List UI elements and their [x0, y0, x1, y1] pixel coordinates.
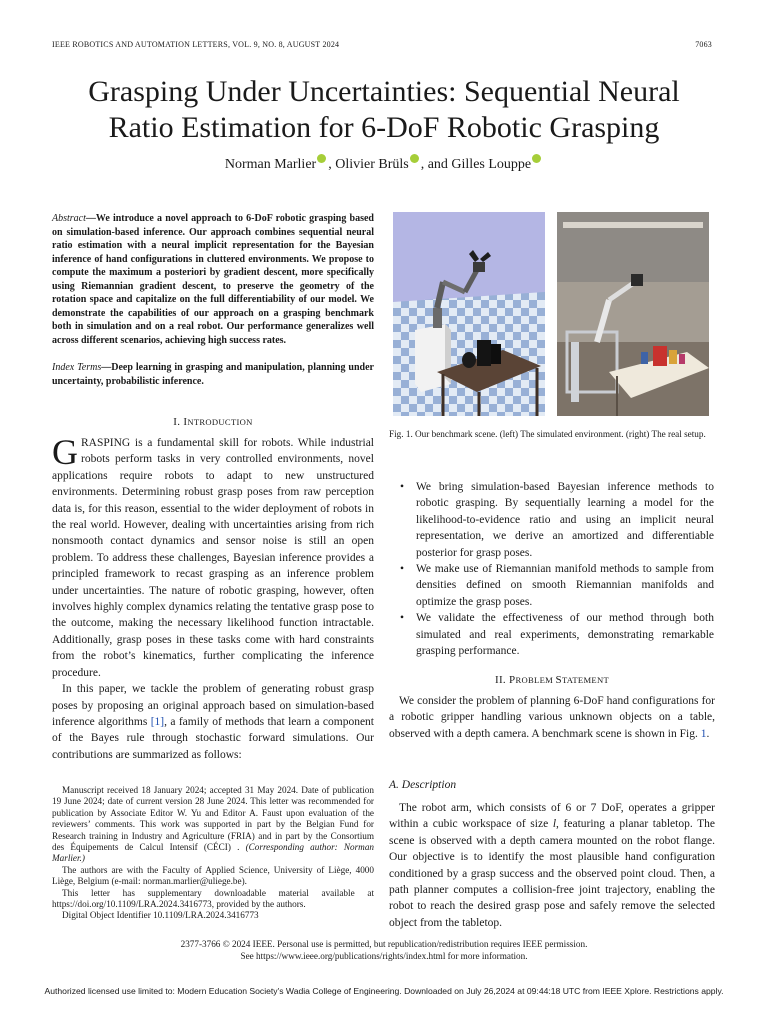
- footnote-text: Manuscript received 18 January 2024; accepted 31 May 2024. Date of publication 19 June 2024; date of current version 28 June 2024. This letter was recommended for publication by Associate Editor W. Yu and Editor A. Faust upon evaluation of the reviewers’ comments. This work was supported in part by the Belgian Fund for Research training in Industry and Agriculture (FRIA) and in part by the Consortium des Équipements de Calcul Intensif (CÉCI) .: [52, 785, 374, 853]
- copyright-line: 2377-3766 © 2024 IEEE. Personal use is permitted, but republication/redistribution requires IEEE permission.: [180, 939, 588, 949]
- figure-real-setup: [557, 212, 709, 416]
- object-black-box: [477, 340, 491, 366]
- problem-paragraph: [389, 693, 715, 742]
- section-title-part: ROBLEM: [515, 675, 556, 685]
- subsection-heading-description: A. Description: [389, 779, 457, 791]
- section-title-initial: I: [183, 416, 188, 428]
- contributions-list: [416, 479, 714, 659]
- drop-cap: G: [52, 432, 78, 472]
- copyright-notice: [0, 938, 768, 962]
- section-number: I.: [173, 416, 184, 428]
- intro-paragraph-1: [52, 432, 374, 681]
- footnote-doi: Digital Object Identifier 10.1109/LRA.2024.3416773: [62, 910, 259, 921]
- intro-paragraph-2: [52, 681, 374, 763]
- figure-reference-link[interactable]: 1: [700, 727, 707, 740]
- description-text: , featuring a planar tabletop. The scene is observed with a depth camera mounted on the robot flange. Our objective is to identify the most plausible hand configuration conditioned by a grasp success and the observed point cloud. Then, a path planner computes a collision-free joint trajectory, enabling the robot to reach the desired grasp pose and safely remove the selected object from the tabletop.: [389, 818, 716, 929]
- citation-link[interactable]: [1]: [150, 715, 165, 728]
- figure-simulated-environment: [393, 212, 545, 416]
- section-title-rest: TATEMENT: [561, 675, 609, 685]
- intro-paragraph-text: is a fundamental skill for robots. While industrial robots perform tasks in very controlled environments, novel applications require robots to adapt to new unstructured environments. Determining robust grasp poses from raw perception data is, for this reason, essential to the wider deployment of robots in the real world. However, dealing with uncertainties arising from rich nonsmooth contact dynamics and sensor noise is still an open problem. To address these challenges, Bayesian inference provides a principled framework to recast grasping as an inference problem under uncertainties. The nature of robotic grasping, however, often involves highly complex dynamics relating the tentative grasp pose to the outcome, making the necessary likelihood function intractable. Additionally, grasp poses in these tasks come with hard constraints from the robot’s kinematics, further complicating the inference procedure.: [52, 437, 374, 679]
- contribution-item: • We validate the effectiveness of our method through both simulated and real experiments, demonstrating remarkable grasping performance.: [416, 610, 714, 659]
- robot-base-joint: [433, 308, 442, 328]
- title-line-1: Grasping Under Uncertainties: Sequential Neural: [88, 75, 680, 108]
- problem-text: We consider the problem of planning 6-DoF hand configurations for a robotic gripper handling various unknown objects on a table, observed with a depth camera. A benchmark scene is shown in Fig.: [389, 695, 715, 740]
- orcid-icon[interactable]: [410, 154, 419, 163]
- figure-caption: Fig. 1. Our benchmark scene. (left) The simulated environment. (right) The real setup.: [389, 429, 706, 439]
- intro-paragraph-text: , a family of methods that learn a component of the Bayes rule through stochastic forward simulations. Our contributions are summarized as follows:: [52, 715, 374, 761]
- robot-wrist: [473, 262, 485, 272]
- frame-post: [571, 342, 579, 402]
- title-line-2: Ratio Estimation for 6-DoF Robotic Grasping: [108, 111, 660, 144]
- intro-lead-word: RASPING: [81, 437, 131, 449]
- object-black-bowl: [462, 352, 476, 368]
- index-terms-text: —Deep learning in grasping and manipulation, planning under uncertainty, probabilistic inference.: [52, 362, 374, 387]
- contribution-item: • We make use of Riemannian manifold methods to sample from densities defined on smooth Riemannian manifolds and optimize the grasp poses.: [416, 561, 714, 610]
- running-header-journal: IEEE ROBOTICS AND AUTOMATION LETTERS, VOL. 9, NO. 8, AUGUST 2024: [52, 40, 340, 49]
- object-red-box: [653, 346, 667, 366]
- abstract: [52, 212, 374, 347]
- section-title-rest: NTRODUCTION: [187, 417, 253, 427]
- object-black-can: [491, 344, 501, 364]
- abstract-text: —We introduce a novel approach to 6-DoF robotic grasping based on simulation-based inference. Our approach combines sequential neural ratio estimation with a neural implicit representation for the Bayesian inference of hand configurations in cluttered environments. We propose to compute the maximum a posteriori by gradient descent, more specifically using Riemannian gradient descent, to preserve the geometry of the rotation space and capitalize on the full differentiability of our model. We demonstrate the capabilities of our approach on a grasping benchmark both in simulation and on a real robot. Our performance generalizes well across different scenarios, achieving high success rates.: [52, 213, 374, 346]
- corresponding-author: (Corresponding author: Norman Marlier.): [52, 842, 375, 864]
- author-name: Norman Marlier: [224, 157, 317, 172]
- introduction-body: [52, 432, 374, 763]
- author-separator: , and: [420, 157, 452, 172]
- real-gripper: [631, 274, 643, 286]
- section-heading-problem-statement: [389, 674, 715, 686]
- object-yellow-bottle: [669, 350, 677, 364]
- author-name: Gilles Louppe: [451, 157, 532, 172]
- intro-paragraph-text: In this paper, we tackle the problem of generating robust grasp poses by proposing an original approach based on simulation-based inference algorithms: [52, 683, 374, 728]
- license-notice: Authorized licensed use limited to: Modern Education Society's Wadia College of Engineering. Downloaded on July 26,2024 at 09:44:18 UTC from IEEE Xplore. Restrictions apply.: [44, 986, 724, 996]
- orcid-icon[interactable]: [532, 154, 541, 163]
- author-list: [0, 154, 768, 173]
- object-blue-can: [641, 352, 648, 364]
- section-heading-introduction: [52, 416, 374, 428]
- copyright-rights-link[interactable]: See https://www.ieee.org/publications/rights/index.html for more information.: [240, 951, 528, 961]
- problem-text: .: [706, 727, 710, 740]
- footnote-affiliation: The authors are with the Faculty of Applied Science, University of Liège, 4000 Liège, Belgium (e-mail: norman.marlier@uliege.be).: [52, 864, 374, 887]
- footnote-manuscript: [52, 785, 374, 865]
- footnotes: [52, 785, 374, 922]
- math-variable: l: [552, 818, 557, 831]
- section-number: II.: [495, 674, 510, 686]
- section-title-initial: S: [555, 674, 562, 686]
- author-separator: ,: [328, 157, 336, 172]
- description-text: The robot arm, which consists of 6 or 7 DoF, operates a gripper within a cubic workspace of size: [389, 802, 715, 831]
- ceiling-light: [563, 222, 703, 228]
- paper-title: [0, 74, 768, 146]
- contribution-item: • We bring simulation-based Bayesian inference methods to robotic grasping. By sequentially learning a model for the likelihood-to-evidence ratio and using an implicit neural representation, we derive an amortized and differentiable posterior for grasp poses.: [416, 479, 714, 561]
- description-paragraph: [389, 800, 715, 931]
- object-pink-bottle: [679, 354, 685, 364]
- orcid-icon[interactable]: [317, 154, 326, 163]
- section-title-initial: P: [509, 674, 516, 686]
- index-terms: [52, 361, 374, 388]
- page-number: 7063: [695, 40, 712, 49]
- index-terms-label: Index Terms: [52, 362, 102, 373]
- footnote-supplementary: This letter has supplementary downloadable material available at https://doi.org/10.1109/LRA.2024.3416773, provided by the authors.: [52, 887, 374, 910]
- abstract-label: Abstract: [52, 213, 86, 224]
- author-name: Olivier Brüls: [335, 157, 409, 172]
